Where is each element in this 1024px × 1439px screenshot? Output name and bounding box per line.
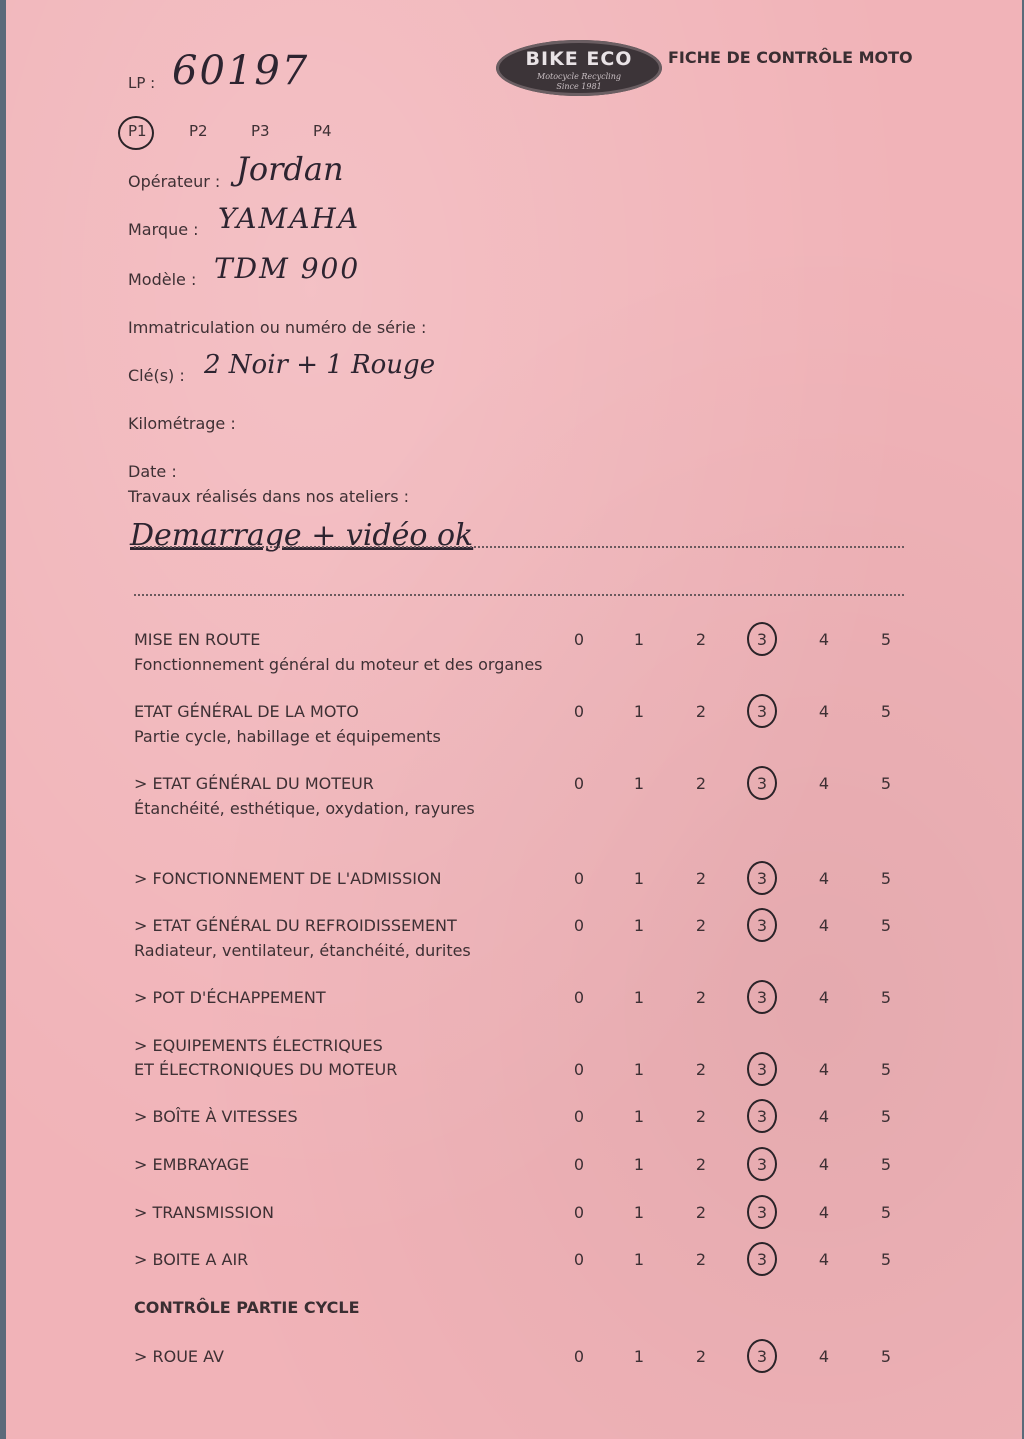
check-row-score-4[interactable]: 4: [818, 1203, 830, 1222]
check-row-score-3[interactable]: 3: [756, 869, 768, 888]
modele-label: Modèle :: [128, 270, 197, 289]
check-row-score-4[interactable]: 4: [818, 869, 830, 888]
check-row-score-3[interactable]: 3: [756, 988, 768, 1007]
cycle-check-row-score-0[interactable]: 0: [573, 1347, 585, 1366]
check-row-title: > ETAT GÉNÉRAL DU REFROIDISSEMENT: [134, 916, 457, 935]
check-row-score-2[interactable]: 2: [695, 630, 707, 649]
travaux-label: Travaux réalisés dans nos ateliers :: [128, 487, 410, 506]
check-row-score-4[interactable]: 4: [818, 916, 830, 935]
check-row-score-5[interactable]: 5: [880, 1155, 892, 1174]
position-p3[interactable]: P3: [251, 122, 270, 140]
check-row-score-5[interactable]: 5: [880, 1203, 892, 1222]
check-row-score-0[interactable]: 0: [573, 1250, 585, 1269]
check-row-title: > ETAT GÉNÉRAL DU MOTEUR: [134, 774, 374, 793]
check-row-score-1[interactable]: 1: [633, 1107, 645, 1126]
check-row-rating-circle: [747, 1147, 777, 1181]
check-row-rating-circle: [747, 622, 777, 656]
check-row-title: > BOITE A AIR: [134, 1250, 249, 1269]
date-label: Date :: [128, 462, 177, 481]
lp-value[interactable]: 60197: [172, 48, 310, 94]
check-row-score-0[interactable]: 0: [573, 916, 585, 935]
check-row-score-4[interactable]: 4: [818, 702, 830, 721]
position-p1[interactable]: P1: [128, 122, 147, 140]
check-row-score-1[interactable]: 1: [633, 869, 645, 888]
check-row-score-5[interactable]: 5: [880, 1250, 892, 1269]
check-row-score-4[interactable]: 4: [818, 1155, 830, 1174]
cycle-check-row-title: > ROUE AV: [134, 1347, 224, 1366]
check-row-score-4[interactable]: 4: [818, 774, 830, 793]
form-title: FICHE DE CONTRÔLE MOTO: [668, 48, 913, 67]
lp-label: LP :: [128, 74, 156, 92]
operateur-value[interactable]: Jordan: [236, 150, 344, 188]
bike-eco-logo: [496, 40, 662, 96]
check-row-score-0[interactable]: 0: [573, 1060, 585, 1079]
check-row-rating-circle: [747, 980, 777, 1014]
check-row-score-2[interactable]: 2: [695, 1250, 707, 1269]
cycle-check-row-score-5[interactable]: 5: [880, 1347, 892, 1366]
check-row-score-0[interactable]: 0: [573, 988, 585, 1007]
operateur-label: Opérateur :: [128, 172, 221, 191]
check-row-score-3[interactable]: 3: [756, 774, 768, 793]
check-row-title: MISE EN ROUTE: [134, 630, 261, 649]
check-row-subtitle: Fonctionnement général du moteur et des organes: [134, 655, 543, 674]
check-row-title: > BOÎTE À VITESSES: [134, 1107, 298, 1126]
cycle-check-row-rating-circle: [747, 1339, 777, 1373]
logo-name: BIKE ECO: [525, 48, 633, 70]
check-row-title: > EMBRAYAGE: [134, 1155, 250, 1174]
cycle-check-row-score-3[interactable]: 3: [756, 1347, 768, 1366]
check-row-rating-circle: [747, 1195, 777, 1229]
check-row-score-0[interactable]: 0: [573, 702, 585, 721]
check-row-title: ETAT GÉNÉRAL DE LA MOTO: [134, 702, 359, 721]
check-row-score-1[interactable]: 1: [633, 916, 645, 935]
cycle-check-row-score-2[interactable]: 2: [695, 1347, 707, 1366]
check-row-score-3[interactable]: 3: [756, 630, 768, 649]
kilometrage-label: Kilométrage :: [128, 414, 236, 433]
check-row-score-0[interactable]: 0: [573, 1107, 585, 1126]
check-row-subtitle: Partie cycle, habillage et équipements: [134, 727, 441, 746]
check-row-score-0[interactable]: 0: [573, 630, 585, 649]
check-row-score-3[interactable]: 3: [756, 1155, 768, 1174]
check-row-rating-circle: [747, 766, 777, 800]
logo-since: Since 1981: [556, 82, 602, 91]
cycle-check-row-score-1[interactable]: 1: [633, 1347, 645, 1366]
check-row-score-3[interactable]: 3: [756, 1203, 768, 1222]
check-row-score-0[interactable]: 0: [573, 869, 585, 888]
check-row-rating-circle: [747, 1099, 777, 1133]
position-p2[interactable]: P2: [189, 122, 208, 140]
check-row-score-2[interactable]: 2: [695, 1203, 707, 1222]
logo-tagline: Motocycle Recycling: [537, 72, 621, 81]
check-row-score-1[interactable]: 1: [633, 774, 645, 793]
check-row-score-2[interactable]: 2: [695, 1107, 707, 1126]
check-row-score-5[interactable]: 5: [880, 869, 892, 888]
check-row-title: > EQUIPEMENTS ÉLECTRIQUES: [134, 1036, 383, 1055]
check-row-score-2[interactable]: 2: [695, 774, 707, 793]
check-row-score-3[interactable]: 3: [756, 1107, 768, 1126]
check-row-subtitle: ET ÉLECTRONIQUES DU MOTEUR: [134, 1060, 398, 1079]
check-row-score-5[interactable]: 5: [880, 630, 892, 649]
check-row-score-1[interactable]: 1: [633, 1060, 645, 1079]
check-row-score-2[interactable]: 2: [695, 916, 707, 935]
check-row-score-5[interactable]: 5: [880, 774, 892, 793]
travaux-line-1: [134, 546, 904, 548]
check-row-score-4[interactable]: 4: [818, 630, 830, 649]
control-sheet: [6, 0, 1022, 1439]
check-row-score-2[interactable]: 2: [695, 702, 707, 721]
check-row-score-0[interactable]: 0: [573, 1203, 585, 1222]
modele-value[interactable]: TDM 900: [214, 252, 361, 285]
cycle-check-row-score-4[interactable]: 4: [818, 1347, 830, 1366]
marque-value[interactable]: YAMAHA: [218, 202, 361, 235]
check-row-score-2[interactable]: 2: [695, 988, 707, 1007]
check-row-score-3[interactable]: 3: [756, 916, 768, 935]
check-row-score-2[interactable]: 2: [695, 1060, 707, 1079]
cles-label: Clé(s) :: [128, 366, 185, 385]
travaux-line-2: [134, 594, 904, 596]
check-row-score-5[interactable]: 5: [880, 1060, 892, 1079]
check-row-subtitle: Radiateur, ventilateur, étanchéité, durites: [134, 941, 471, 960]
check-row-score-2[interactable]: 2: [695, 869, 707, 888]
travaux-value[interactable]: Demarrage + vidéo ok: [130, 518, 474, 553]
check-row-title: > FONCTIONNEMENT DE L'ADMISSION: [134, 869, 442, 888]
check-row-score-1[interactable]: 1: [633, 1203, 645, 1222]
section-partie-cycle-title: CONTRÔLE PARTIE CYCLE: [134, 1298, 360, 1317]
check-row-title: > TRANSMISSION: [134, 1203, 274, 1222]
check-row-score-4[interactable]: 4: [818, 1107, 830, 1126]
check-row-rating-circle: [747, 1242, 777, 1276]
cles-value[interactable]: 2 Noir + 1 Rouge: [204, 350, 436, 380]
check-row-subtitle: Étanchéité, esthétique, oxydation, rayures: [134, 799, 475, 818]
check-row-score-0[interactable]: 0: [573, 1155, 585, 1174]
check-row-score-4[interactable]: 4: [818, 1060, 830, 1079]
check-row-title: > POT D'ÉCHAPPEMENT: [134, 988, 326, 1007]
check-row-score-3[interactable]: 3: [756, 702, 768, 721]
immatriculation-label: Immatriculation ou numéro de série :: [128, 318, 427, 337]
check-row-score-3[interactable]: 3: [756, 1250, 768, 1269]
check-row-rating-circle: [747, 1052, 777, 1086]
check-row-score-2[interactable]: 2: [695, 1155, 707, 1174]
check-row-score-1[interactable]: 1: [633, 702, 645, 721]
position-p4[interactable]: P4: [313, 122, 332, 140]
check-row-rating-circle: [747, 908, 777, 942]
check-row-score-5[interactable]: 5: [880, 916, 892, 935]
marque-label: Marque :: [128, 220, 199, 239]
check-row-score-1[interactable]: 1: [633, 630, 645, 649]
check-row-score-1[interactable]: 1: [633, 1155, 645, 1174]
check-row-score-5[interactable]: 5: [880, 988, 892, 1007]
check-row-rating-circle: [747, 861, 777, 895]
check-row-score-5[interactable]: 5: [880, 702, 892, 721]
check-row-score-1[interactable]: 1: [633, 988, 645, 1007]
check-row-score-5[interactable]: 5: [880, 1107, 892, 1126]
check-row-score-3[interactable]: 3: [756, 1060, 768, 1079]
check-row-score-4[interactable]: 4: [818, 988, 830, 1007]
check-row-rating-circle: [747, 694, 777, 728]
check-row-score-0[interactable]: 0: [573, 774, 585, 793]
check-row-score-1[interactable]: 1: [633, 1250, 645, 1269]
check-row-score-4[interactable]: 4: [818, 1250, 830, 1269]
